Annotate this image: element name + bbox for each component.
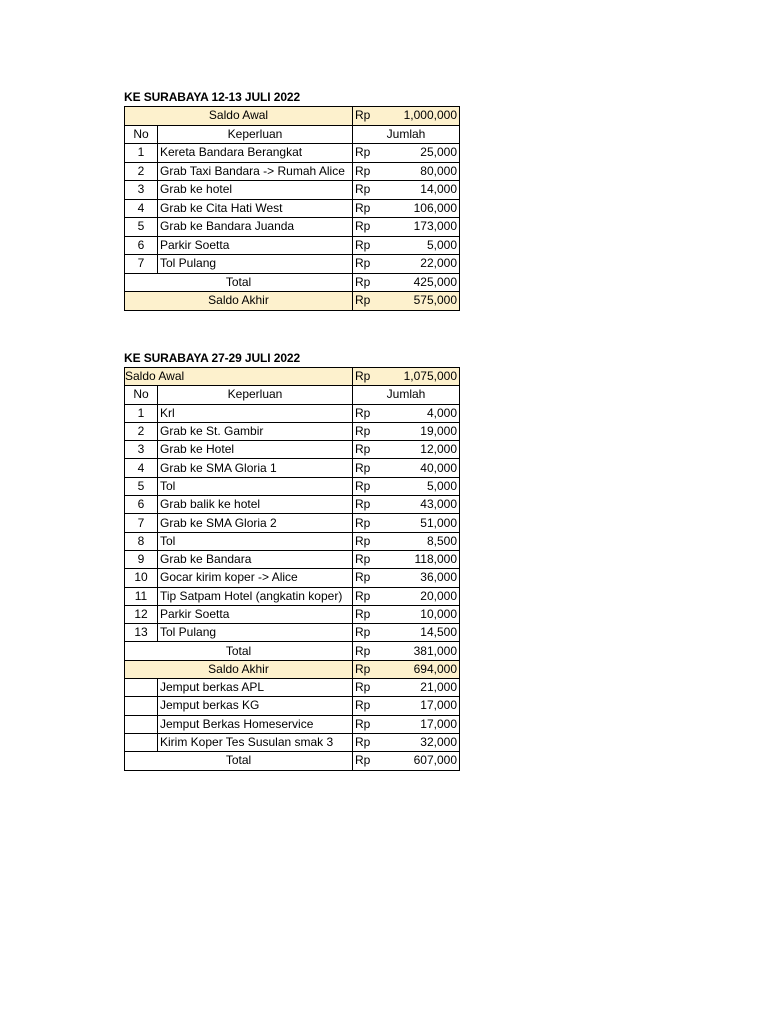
row-no: 1: [125, 144, 158, 163]
expense-row: [125, 404, 460, 422]
row-keperluan: Grab ke SMA Gloria 1: [158, 459, 353, 477]
row-amount: 19,000: [389, 422, 460, 440]
row-currency: Rp: [353, 715, 389, 733]
row-amount: 40,000: [389, 459, 460, 477]
row-no: 5: [125, 477, 158, 495]
row-amount: 173,000: [389, 218, 460, 237]
row-currency: Rp: [353, 514, 389, 532]
row-keperluan: Kirim Koper Tes Susulan smak 3: [158, 733, 353, 751]
expense-row: [125, 624, 460, 642]
row-no: 2: [125, 162, 158, 181]
extra-expense-row: [125, 697, 460, 715]
row-currency: Rp: [353, 422, 389, 440]
row-keperluan: Tol Pulang: [158, 624, 353, 642]
row-keperluan: Jemput berkas APL: [158, 679, 353, 697]
final-total-amount: 607,000: [389, 752, 460, 770]
row-currency: Rp: [353, 679, 389, 697]
row-amount: 4,000: [389, 404, 460, 422]
row-keperluan: Kereta Bandara Berangkat: [158, 144, 353, 163]
header-row: [125, 386, 460, 404]
saldo-awal-currency: Rp: [353, 107, 389, 126]
row-amount: 8,500: [389, 532, 460, 550]
expense-sheet-12-13-juli: [124, 89, 459, 311]
row-currency: Rp: [353, 477, 389, 495]
sheet-title: KE SURABAYA 12-13 JULI 2022: [124, 90, 301, 104]
row-keperluan: Grab Taxi Bandara -> Rumah Alice: [158, 162, 353, 181]
row-amount: 25,000: [389, 144, 460, 163]
expense-sheet-27-29-juli: [124, 350, 459, 771]
row-currency: Rp: [353, 532, 389, 550]
row-amount: 14,500: [389, 624, 460, 642]
row-amount: 106,000: [389, 199, 460, 218]
row-currency: Rp: [353, 199, 389, 218]
row-keperluan: Tol: [158, 477, 353, 495]
row-no: 13: [125, 624, 158, 642]
row-currency: Rp: [353, 569, 389, 587]
row-keperluan: Tol Pulang: [158, 255, 353, 274]
row-amount: 14,000: [389, 181, 460, 200]
saldo-awal-label: Saldo Awal: [125, 368, 353, 386]
row-currency: Rp: [353, 162, 389, 181]
row-no: 8: [125, 532, 158, 550]
extra-expense-row: [125, 715, 460, 733]
saldo-awal-currency: Rp: [353, 368, 389, 386]
row-amount: 17,000: [389, 697, 460, 715]
row-keperluan: Grab ke St. Gambir: [158, 422, 353, 440]
expense-row: [125, 459, 460, 477]
expense-row: [125, 477, 460, 495]
row-amount: 5,000: [389, 477, 460, 495]
saldo-akhir-amount: 575,000: [389, 292, 460, 311]
row-amount: 32,000: [389, 733, 460, 751]
expense-row: [125, 422, 460, 440]
row-keperluan: Krl: [158, 404, 353, 422]
total-currency: Rp: [353, 642, 389, 660]
saldo-akhir-amount: 694,000: [389, 660, 460, 678]
expense-row: [125, 569, 460, 587]
saldo-awal-row: [125, 368, 460, 386]
row-amount: 118,000: [389, 550, 460, 568]
row-keperluan: Grab ke hotel: [158, 181, 353, 200]
expense-row: [125, 181, 460, 200]
row-keperluan: Grab ke Bandara Juanda: [158, 218, 353, 237]
final-total-row: [125, 752, 460, 770]
row-no: 5: [125, 218, 158, 237]
row-keperluan: Gocar kirim koper -> Alice: [158, 569, 353, 587]
row-no: 4: [125, 459, 158, 477]
row-no: 7: [125, 514, 158, 532]
row-amount: 51,000: [389, 514, 460, 532]
total-label: Total: [125, 273, 353, 292]
row-no: 7: [125, 255, 158, 274]
row-amount: 80,000: [389, 162, 460, 181]
row-keperluan: Tol: [158, 532, 353, 550]
saldo-akhir-label: Saldo Akhir: [125, 660, 353, 678]
saldo-awal-amount: 1,075,000: [389, 368, 460, 386]
row-no: 1: [125, 404, 158, 422]
final-total-label: Total: [125, 752, 353, 770]
row-currency: Rp: [353, 441, 389, 459]
expense-row: [125, 218, 460, 237]
row-currency: Rp: [353, 459, 389, 477]
row-currency: Rp: [353, 733, 389, 751]
header-row: [125, 125, 460, 144]
row-no: 2: [125, 422, 158, 440]
row-amount: 43,000: [389, 496, 460, 514]
row-no: 3: [125, 441, 158, 459]
expense-row: [125, 605, 460, 623]
extra-expense-row: [125, 733, 460, 751]
saldo-awal-row: [125, 107, 460, 126]
header-keperluan: Keperluan: [158, 386, 353, 404]
row-currency: Rp: [353, 236, 389, 255]
sheet-title: KE SURABAYA 27-29 JULI 2022: [124, 351, 301, 365]
row-keperluan: Parkir Soetta: [158, 605, 353, 623]
row-no: [125, 733, 158, 751]
total-row: [125, 273, 460, 292]
expense-row: [125, 441, 460, 459]
expense-row: [125, 496, 460, 514]
row-keperluan: Jemput Berkas Homeservice: [158, 715, 353, 733]
row-amount: 10,000: [389, 605, 460, 623]
row-currency: Rp: [353, 255, 389, 274]
extra-expense-row: [125, 679, 460, 697]
row-no: 12: [125, 605, 158, 623]
header-keperluan: Keperluan: [158, 125, 353, 144]
final-total-currency: Rp: [353, 752, 389, 770]
saldo-akhir-currency: Rp: [353, 292, 389, 311]
expense-row: [125, 199, 460, 218]
row-no: 6: [125, 236, 158, 255]
row-no: 3: [125, 181, 158, 200]
total-amount: 381,000: [389, 642, 460, 660]
row-no: 9: [125, 550, 158, 568]
header-jumlah: Jumlah: [353, 125, 460, 144]
saldo-awal-amount: 1,000,000: [389, 107, 460, 126]
row-amount: 21,000: [389, 679, 460, 697]
row-currency: Rp: [353, 218, 389, 237]
saldo-akhir-row: [125, 660, 460, 678]
row-no: [125, 697, 158, 715]
row-currency: Rp: [353, 181, 389, 200]
expense-row: [125, 514, 460, 532]
row-keperluan: Grab ke Bandara: [158, 550, 353, 568]
row-no: 11: [125, 587, 158, 605]
header-no: No: [125, 386, 158, 404]
row-currency: Rp: [353, 496, 389, 514]
row-amount: 20,000: [389, 587, 460, 605]
total-row: [125, 642, 460, 660]
row-keperluan: Grab ke SMA Gloria 2: [158, 514, 353, 532]
total-label: Total: [125, 642, 353, 660]
row-currency: Rp: [353, 550, 389, 568]
row-no: [125, 715, 158, 733]
saldo-akhir-label: Saldo Akhir: [125, 292, 353, 311]
row-no: 10: [125, 569, 158, 587]
header-no: No: [125, 125, 158, 144]
header-jumlah: Jumlah: [353, 386, 460, 404]
row-amount: 36,000: [389, 569, 460, 587]
row-keperluan: Jemput berkas KG: [158, 697, 353, 715]
expense-row: [125, 550, 460, 568]
row-keperluan: Grab ke Hotel: [158, 441, 353, 459]
row-amount: 22,000: [389, 255, 460, 274]
expense-row: [125, 144, 460, 163]
row-currency: Rp: [353, 605, 389, 623]
row-keperluan: Grab ke Cita Hati West: [158, 199, 353, 218]
total-amount: 425,000: [389, 273, 460, 292]
row-keperluan: Tip Satpam Hotel (angkatin koper): [158, 587, 353, 605]
expense-table: [124, 367, 460, 771]
total-currency: Rp: [353, 273, 389, 292]
row-currency: Rp: [353, 697, 389, 715]
row-currency: Rp: [353, 404, 389, 422]
row-amount: 12,000: [389, 441, 460, 459]
expense-row: [125, 236, 460, 255]
row-keperluan: Grab balik ke hotel: [158, 496, 353, 514]
row-no: [125, 679, 158, 697]
saldo-akhir-currency: Rp: [353, 660, 389, 678]
expense-table: [124, 106, 460, 311]
expense-row: [125, 587, 460, 605]
row-amount: 5,000: [389, 236, 460, 255]
row-no: 6: [125, 496, 158, 514]
row-keperluan: Parkir Soetta: [158, 236, 353, 255]
saldo-akhir-row: [125, 292, 460, 311]
row-currency: Rp: [353, 587, 389, 605]
expense-row: [125, 162, 460, 181]
row-currency: Rp: [353, 144, 389, 163]
saldo-awal-label: Saldo Awal: [125, 107, 353, 126]
row-no: 4: [125, 199, 158, 218]
expense-row: [125, 255, 460, 274]
expense-row: [125, 532, 460, 550]
row-amount: 17,000: [389, 715, 460, 733]
row-currency: Rp: [353, 624, 389, 642]
